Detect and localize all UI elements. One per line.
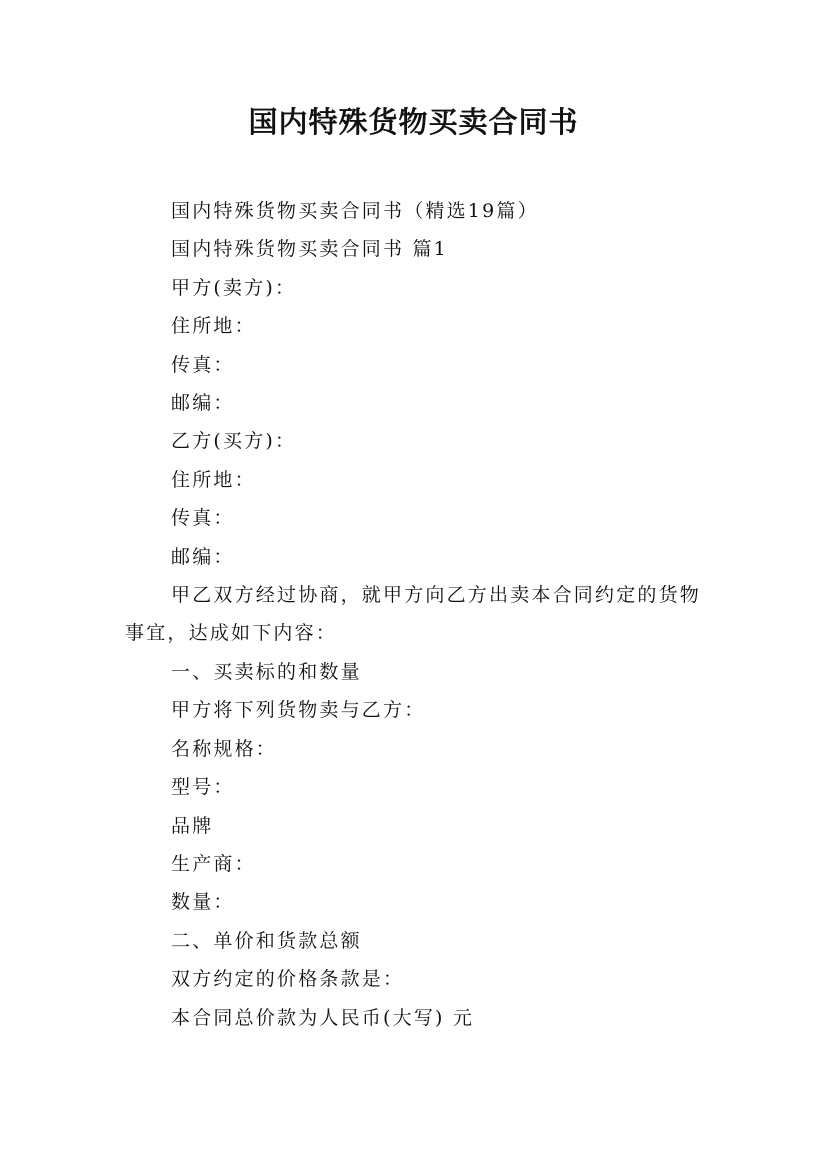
paragraph-subtitle: 国内特殊货物买卖合同书（精选19篇）: [171, 200, 539, 222]
document-body: [125, 192, 705, 1037]
document-title: 国内特殊货物买卖合同书: [248, 105, 579, 139]
paragraph-spec-quantity: 数量：: [171, 891, 235, 914]
paragraph-spec-name: 名称规格：: [171, 737, 278, 760]
paragraph-section-heading: 国内特殊货物买卖合同书 篇1: [171, 238, 448, 261]
paragraph-total-price: 本合同总价款为人民币(大写) 元: [171, 1006, 475, 1029]
paragraph-clause-1-heading: 一、买卖标的和数量: [171, 660, 362, 683]
paragraph-spec-model: 型号：: [171, 776, 235, 799]
paragraph-party-a-postcode: 邮编：: [171, 392, 235, 415]
paragraph-party-a: 甲方(卖方)：: [171, 276, 297, 299]
paragraph-clause-2-heading: 二、单价和货款总额: [171, 929, 362, 952]
paragraph-agreement-intro: 甲乙双方经过协商，就甲方向乙方出卖本合同约定的货物事宜，达成如下内容：: [125, 584, 702, 645]
paragraph-party-b-address: 住所地：: [171, 468, 256, 491]
paragraph-spec-brand: 品牌: [171, 814, 214, 837]
paragraph-price-terms: 双方约定的价格条款是：: [171, 968, 405, 991]
paragraph-party-b-fax: 传真：: [171, 507, 235, 530]
paragraph-party-b: 乙方(买方)：: [171, 430, 297, 453]
paragraph-spec-manufacturer: 生产商：: [171, 852, 256, 875]
paragraph-party-a-address: 住所地：: [171, 315, 256, 338]
paragraph-party-b-postcode: 邮编：: [171, 545, 235, 568]
paragraph-party-a-fax: 传真：: [171, 353, 235, 376]
paragraph-clause-1-intro: 甲方将下列货物卖与乙方：: [171, 699, 426, 722]
